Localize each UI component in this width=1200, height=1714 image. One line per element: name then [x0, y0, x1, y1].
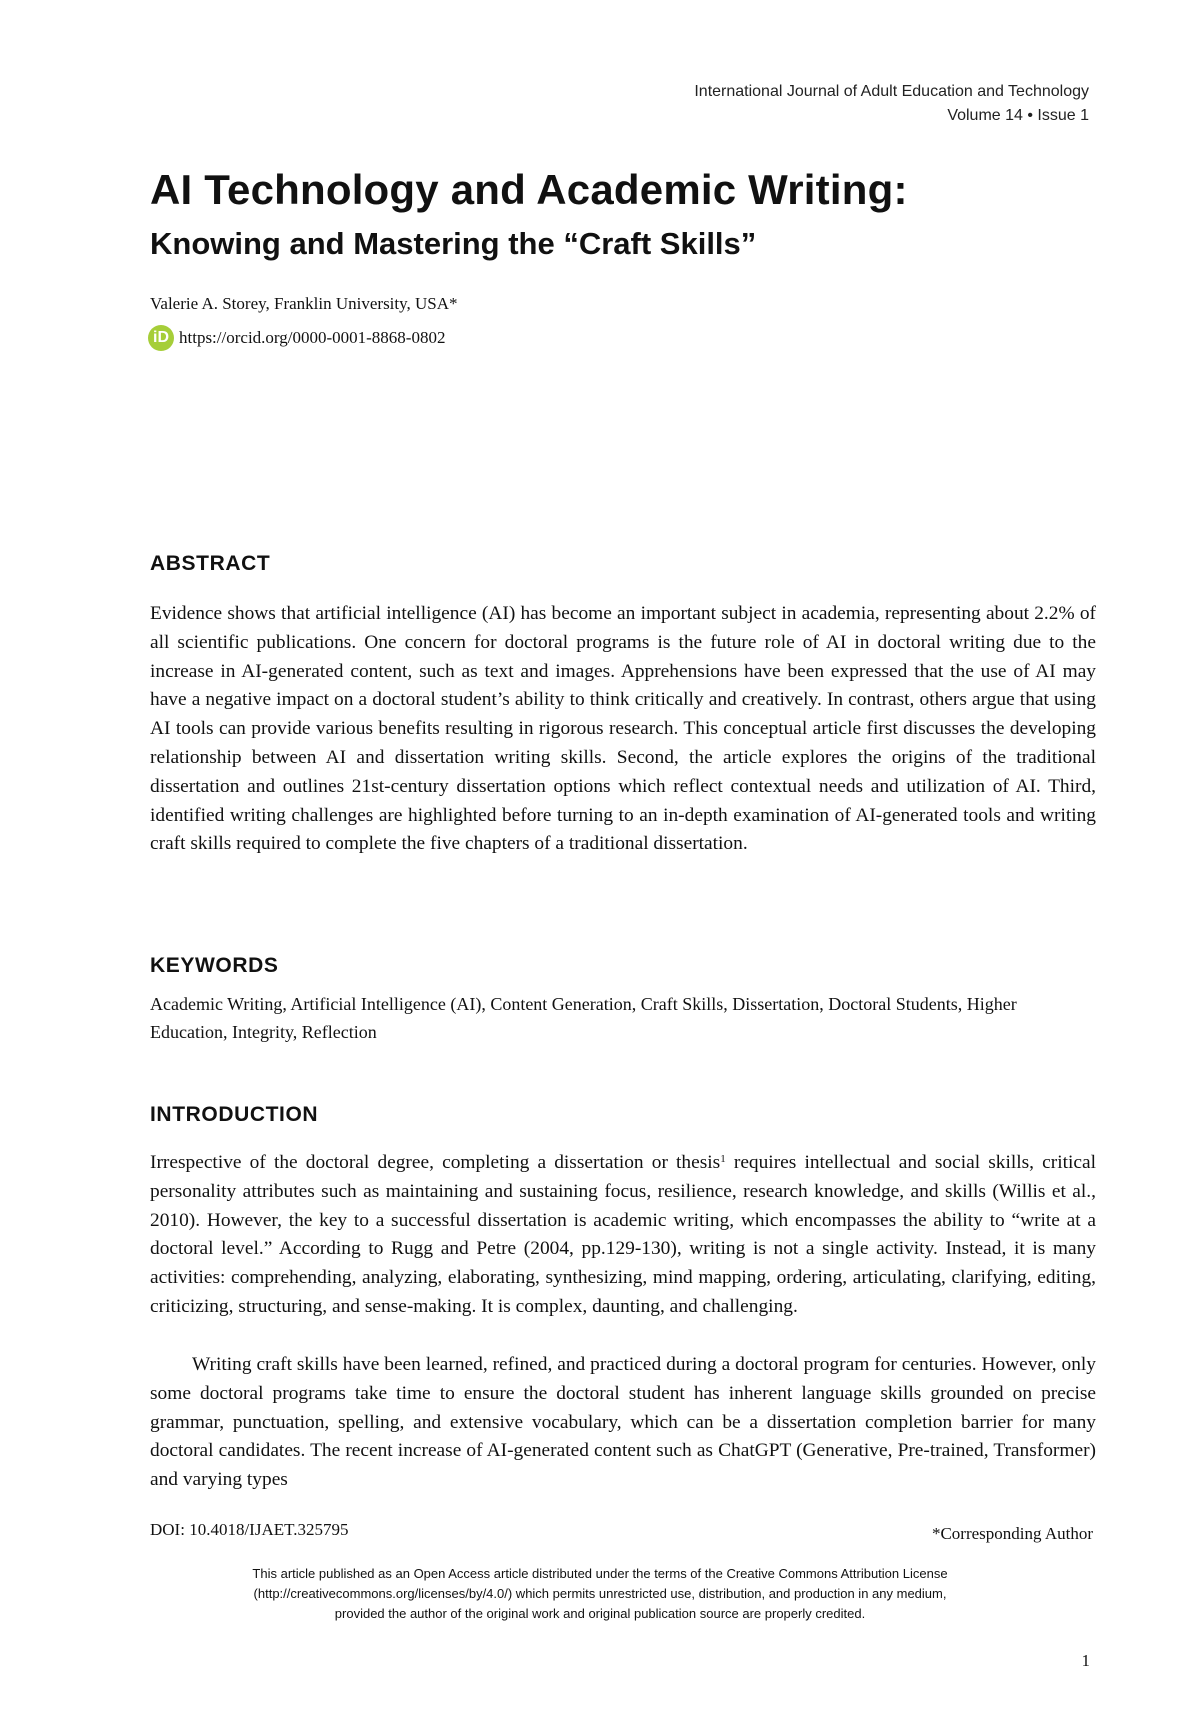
doi: DOI: 10.4018/IJAET.325795	[150, 1520, 349, 1539]
journal-name: International Journal of Adult Education and Technology	[694, 83, 1089, 100]
license-notice	[200, 1564, 1000, 1624]
license-line: provided the author of the original work and original publication source are properly credited.	[334, 1606, 866, 1621]
intro-p1-text-end: requires intellectual and social skills, critical personality attributes such as maintaining and sustaining focus, resilience, research knowledge, and skills (Willis et al., 2010). However, the key to a successful dissertation is academic writing, which encompasses the ability to “write at a doctoral level.” According to Rugg and Petre (2004, pp.129-130), writing is not a single activity. Instead, it is many activities: comprehending, analyzing, elaborating, synthesizing, mind mapping, ordering, articulating, clarifying, editing, criticizing, structuring, and sense-making. It is complex, daunting, and challenging.	[150, 1152, 1096, 1317]
journal-header	[694, 80, 1089, 128]
keywords-text: Academic Writing, Artificial Intelligence (AI), Content Generation, Craft Skills, Dissertation, Doctoral Students, Higher Education, Integrity, Reflection	[150, 994, 1017, 1042]
article-subtitle: Knowing and Mastering the “Craft Skills”	[150, 226, 757, 261]
page-number: 1	[1081, 1651, 1090, 1670]
corresponding-author-note: *Corresponding Author	[931, 1524, 1093, 1543]
orcid-row[interactable]	[148, 325, 445, 351]
introduction-heading: INTRODUCTION	[150, 1103, 319, 1126]
orcid-icon: iD	[148, 325, 174, 351]
author-affiliation: Valerie A. Storey, Franklin University, USA*	[150, 294, 458, 313]
license-line: This article published as an Open Access article distributed under the terms of the Creative Commons Attribution License	[252, 1566, 948, 1581]
footnote-marker[interactable]: 1	[720, 1153, 726, 1165]
orcid-link[interactable]: https://orcid.org/0000-0001-8868-0802	[179, 328, 446, 347]
keywords-heading: KEYWORDS	[150, 954, 279, 977]
intro-p1-text-start: Irrespective of the doctoral degree, completing a dissertation or thesis	[150, 1152, 721, 1173]
volume-issue: Volume 14 • Issue 1	[947, 107, 1089, 124]
license-line: (http://creativecommons.org/licenses/by/4.0/) which permits unrestricted use, distribution, and production in any medium,	[253, 1586, 947, 1601]
abstract-heading: ABSTRACT	[150, 552, 271, 575]
introduction-paragraph-2: Writing craft skills have been learned, refined, and practiced during a doctoral program for centuries. However, only some doctoral programs take time to ensure the doctoral student has inherent language skills grounded on precise grammar, punctuation, spelling, and extensive vocabulary, which can be a dissertation completion barrier for many doctoral candidates. The recent increase of AI-generated content such as ChatGPT (Generative, Pre-trained, Transformer) and varying types	[150, 1354, 1096, 1491]
introduction-paragraph-1	[150, 1149, 1096, 1322]
article-title: AI Technology and Academic Writing:	[150, 166, 908, 213]
abstract-text: Evidence shows that artificial intelligence (AI) has become an important subject in academia, representing about 2.2% of all scientific publications. One concern for doctoral programs is the future role of AI in doctoral writing due to the increase in AI-generated content, such as text and images. Apprehensions have been expressed that the use of AI may have a negative impact on a doctoral student’s ability to think critically and creatively. In contrast, others argue that using AI tools can provide various benefits resulting in rigorous research. This conceptual article first discusses the developing relationship between AI and dissertation writing skills. Second, the article explores the origins of the traditional dissertation and outlines 21st-century dissertation options which reflect contextual needs and utilization of AI. Third, identified writing challenges are highlighted before turning to an in-depth examination of AI-generated tools and writing craft skills required to complete the five chapters of a traditional dissertation.	[150, 603, 1096, 855]
